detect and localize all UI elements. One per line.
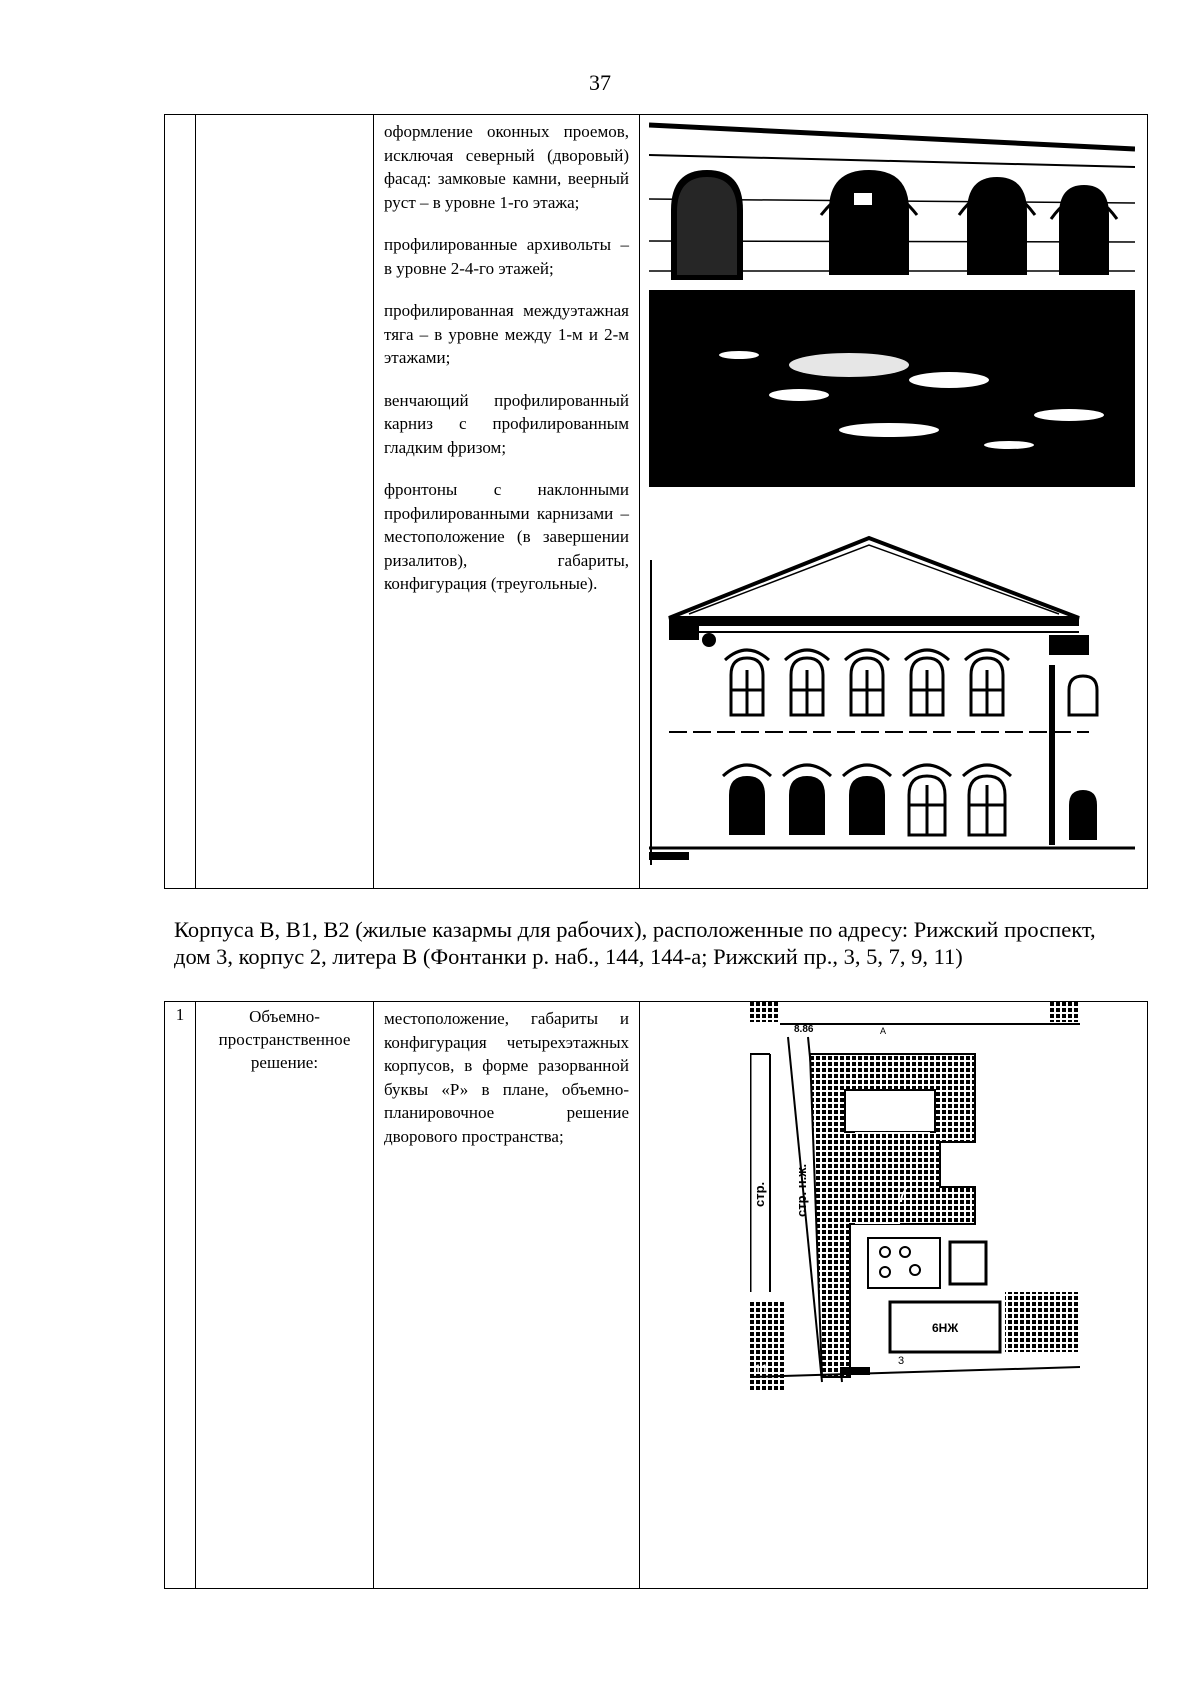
description-cell — [374, 115, 640, 889]
map-label-11: 11 — [754, 1361, 769, 1377]
number-cell — [165, 115, 196, 889]
map-label-7: 7 — [896, 1182, 909, 1207]
number-cell: 1 — [165, 1002, 196, 1589]
page-number: 37 — [589, 70, 611, 95]
image-cell — [640, 1002, 1148, 1589]
paragraph-pediments: фронтоны с наклонными профилированными карнизами – местоположение (в завершении ризалитов), габариты, конфигурация (треугольные). — [384, 480, 629, 593]
paragraph-archivolts: профилированные архивольты – в уровне 2-4-го этажей; — [384, 235, 629, 278]
volume-spatial-table — [164, 1001, 1148, 1589]
map-label-street2: стр. н.ж. — [794, 1163, 809, 1217]
description-cell: местоположение, габариты и конфигурация четырехэтажных корпусов, в форме разорванной буквы «Р» в плане, объемно-планировочное решение дворового пространства; — [374, 1002, 640, 1589]
paragraph-cornice: венчающий профилированный карниз с профилированным гладким фризом; — [384, 390, 629, 457]
map-label-street1: стр. — [752, 1181, 767, 1207]
paragraph-string-course: профилированная междуэтажная тяга – в уровне между 1-м и 2-м этажами; — [384, 301, 629, 367]
facade-photo-pediment — [649, 500, 1135, 872]
map-label-height: 8.86 — [794, 1024, 814, 1035]
site-plan-map — [750, 1002, 1080, 1412]
image-cell — [640, 115, 1148, 889]
label-cell: Объемно-пространственное решение: — [196, 1002, 374, 1589]
monument-elements-table — [164, 114, 1148, 889]
map-label-annex: 6НЖ — [932, 1321, 959, 1335]
map-label-a: А — [880, 1026, 887, 1036]
facade-photo-arched-windows — [649, 115, 1135, 487]
map-label-3: 3 — [898, 1355, 905, 1367]
section-heading: Корпуса В, В1, В2 (жилые казармы для рабочих), расположенные по адресу: Рижский проспект, дом 3, корпус 2, литера В (Фонтанки р. наб., 144, 144-а; Рижский пр., 3, 5, 7, 9, 11) — [174, 917, 1096, 969]
label-cell — [196, 115, 374, 889]
paragraph-window-decoration: оформление оконных проемов, исключая северный (дворовый) фасад: замковые камни, веерный руст – в уровне 1-го этажа; — [384, 122, 629, 212]
